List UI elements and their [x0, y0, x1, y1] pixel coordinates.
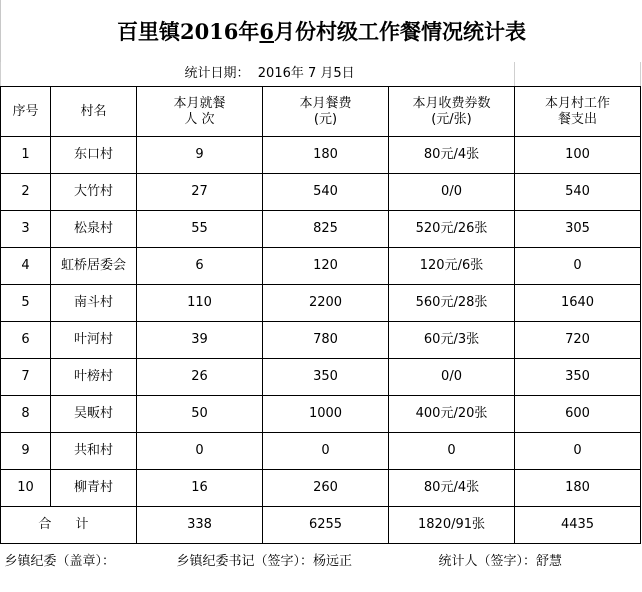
- total-tickets[interactable]: 1820/91张: [389, 507, 515, 544]
- cell-tickets[interactable]: 560元/28张: [389, 285, 515, 322]
- statistician-signature[interactable]: 统计人（签字）：舒慧: [438, 554, 563, 569]
- cell-village[interactable]: 柳青村: [51, 470, 137, 507]
- header-diners[interactable]: [137, 87, 263, 137]
- cell-diners[interactable]: 6: [137, 248, 263, 285]
- cell-serial[interactable]: 4: [1, 248, 51, 285]
- table-row: [1, 174, 641, 211]
- cell-tickets[interactable]: 400元/20张: [389, 396, 515, 433]
- table-row: [1, 433, 641, 470]
- table-row: [1, 137, 641, 174]
- table-row: [1, 359, 641, 396]
- header-tickets[interactable]: [389, 87, 515, 137]
- cell-diners[interactable]: 26: [137, 359, 263, 396]
- statistics-date-value: 2016年 7 月5日: [257, 66, 355, 81]
- cell-serial[interactable]: 7: [1, 359, 51, 396]
- table-row: [1, 470, 641, 507]
- secretary-signature[interactable]: 乡镇纪委书记（签字）：杨远正: [176, 554, 353, 569]
- total-label[interactable]: 合 计: [1, 507, 137, 544]
- header-fee[interactable]: [263, 87, 389, 137]
- table-row: [1, 285, 641, 322]
- cell-tickets[interactable]: 520元/26张: [389, 211, 515, 248]
- cell-expense[interactable]: 0: [515, 433, 641, 470]
- cell-tickets[interactable]: 0/0: [389, 174, 515, 211]
- signature-row: [1, 544, 641, 581]
- header-tickets-line1: 本月收费券数: [412, 95, 491, 111]
- cell-tickets[interactable]: 60元/3张: [389, 322, 515, 359]
- cell-diners[interactable]: 110: [137, 285, 263, 322]
- table-row: [1, 396, 641, 433]
- cell-fee[interactable]: 180: [263, 137, 389, 174]
- header-diners-line2: 人 次: [184, 111, 215, 127]
- cell-village[interactable]: 叶河村: [51, 322, 137, 359]
- cell-serial[interactable]: 8: [1, 396, 51, 433]
- statistics-date[interactable]: [137, 62, 515, 87]
- statistics-date-label: 统计日期：: [184, 66, 250, 81]
- cell-serial[interactable]: 10: [1, 470, 51, 507]
- header-expense-line1: 本月村工作: [545, 95, 611, 111]
- total-fee[interactable]: 6255: [263, 507, 389, 544]
- cell-serial[interactable]: 9: [1, 433, 51, 470]
- cell-expense[interactable]: 0: [515, 248, 641, 285]
- cell-serial[interactable]: 2: [1, 174, 51, 211]
- cell-diners[interactable]: 50: [137, 396, 263, 433]
- table-row: [1, 248, 641, 285]
- cell-diners[interactable]: 0: [137, 433, 263, 470]
- page-title: [0, 0, 642, 62]
- cell-fee[interactable]: 1000: [263, 396, 389, 433]
- cell-serial[interactable]: 3: [1, 211, 51, 248]
- cell-fee[interactable]: 120: [263, 248, 389, 285]
- title-suffix: 月份村级工作餐情况统计表: [274, 19, 527, 44]
- cell-village[interactable]: 共和村: [51, 433, 137, 470]
- header-fee-line1: 本月餐费: [299, 95, 352, 111]
- cell-tickets[interactable]: 0: [389, 433, 515, 470]
- title-prefix: 百里镇2016年: [116, 19, 260, 44]
- cell-village[interactable]: 叶榜村: [51, 359, 137, 396]
- total-expense[interactable]: 4435: [515, 507, 641, 544]
- cell-fee[interactable]: 0: [263, 433, 389, 470]
- cell-fee[interactable]: 260: [263, 470, 389, 507]
- cell-expense[interactable]: 100: [515, 137, 641, 174]
- cell-serial[interactable]: 1: [1, 137, 51, 174]
- cell-tickets[interactable]: 0/0: [389, 359, 515, 396]
- cell-village[interactable]: 大竹村: [51, 174, 137, 211]
- cell-expense[interactable]: 180: [515, 470, 641, 507]
- cell-expense[interactable]: 305: [515, 211, 641, 248]
- cell-diners[interactable]: 39: [137, 322, 263, 359]
- table-row: [1, 322, 641, 359]
- cell-serial[interactable]: 6: [1, 322, 51, 359]
- cell-expense[interactable]: 720: [515, 322, 641, 359]
- cell-fee[interactable]: 780: [263, 322, 389, 359]
- date-row: [1, 62, 641, 87]
- cell-diners[interactable]: 9: [137, 137, 263, 174]
- cell-diners[interactable]: 27: [137, 174, 263, 211]
- title-month: 6: [259, 18, 275, 44]
- header-serial[interactable]: 序号: [1, 87, 51, 137]
- cell-fee[interactable]: 2200: [263, 285, 389, 322]
- table-row: [1, 211, 641, 248]
- cell-village[interactable]: 吴畈村: [51, 396, 137, 433]
- cell-village[interactable]: 南斗村: [51, 285, 137, 322]
- meal-statistics-table: [0, 62, 641, 580]
- cell-diners[interactable]: 55: [137, 211, 263, 248]
- cell-village[interactable]: 松泉村: [51, 211, 137, 248]
- header-expense-line2: 餐支出: [558, 111, 598, 127]
- total-row: [1, 507, 641, 544]
- header-fee-line2: (元): [313, 111, 338, 127]
- cell-village[interactable]: 虹桥居委会: [51, 248, 137, 285]
- cell-expense[interactable]: 1640: [515, 285, 641, 322]
- cell-village[interactable]: 东口村: [51, 137, 137, 174]
- total-diners[interactable]: 338: [137, 507, 263, 544]
- header-village[interactable]: 村名: [51, 87, 137, 137]
- cell-tickets[interactable]: 80元/4张: [389, 470, 515, 507]
- date-row-end[interactable]: [515, 62, 641, 87]
- cell-expense[interactable]: 350: [515, 359, 641, 396]
- cell-serial[interactable]: 5: [1, 285, 51, 322]
- header-tickets-line2: (元/张): [431, 111, 472, 127]
- header-row: [1, 87, 641, 137]
- header-diners-line1: 本月就餐: [173, 95, 226, 111]
- seal-field[interactable]: 乡镇纪委（盖章）：: [4, 554, 116, 569]
- date-row-blank[interactable]: [1, 62, 137, 87]
- cell-tickets[interactable]: 80元/4张: [389, 137, 515, 174]
- cell-diners[interactable]: 16: [137, 470, 263, 507]
- cell-fee[interactable]: 350: [263, 359, 389, 396]
- cell-expense[interactable]: 600: [515, 396, 641, 433]
- header-expense[interactable]: [515, 87, 641, 137]
- cell-expense[interactable]: 540: [515, 174, 641, 211]
- cell-tickets[interactable]: 120元/6张: [389, 248, 515, 285]
- cell-fee[interactable]: 825: [263, 211, 389, 248]
- cell-fee[interactable]: 540: [263, 174, 389, 211]
